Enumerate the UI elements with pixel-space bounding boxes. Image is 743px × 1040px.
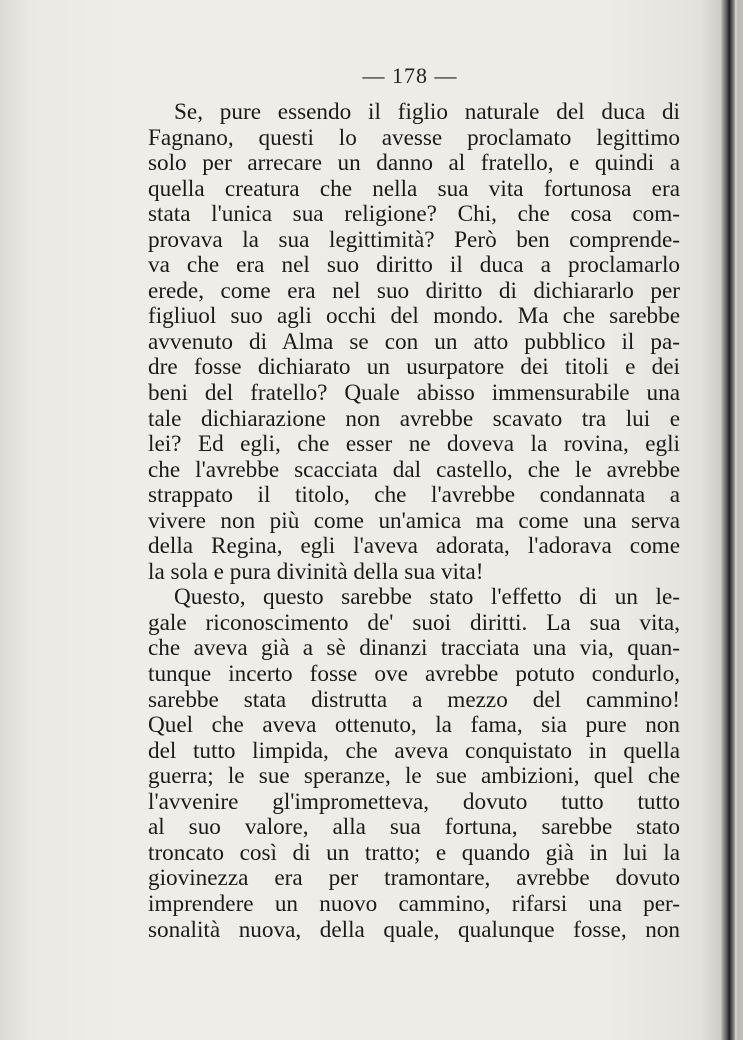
- text-line: al suo valore, alla sua fortuna, sarebbe stato: [148, 814, 680, 841]
- text-line: vivere non più come un'amica ma come una serva: [148, 507, 680, 534]
- text-line: che aveva già a sè dinanzi tracciata una via, quan-: [148, 635, 680, 662]
- text-line: quella creatura che nella sua vita fortunosa era: [148, 175, 680, 202]
- text-line: sarebbe stata distrutta a mezzo del cammino!: [148, 686, 680, 713]
- text-line: che l'avrebbe scacciata dal castello, che le avrebbe: [148, 456, 680, 483]
- text-line: Fagnano, questi lo avesse proclamato legittimo: [148, 124, 680, 151]
- text-line: Se, pure essendo il figlio naturale del duca di: [174, 99, 680, 125]
- text-line: lei? Ed egli, che esser ne doveva la rovina, egli: [148, 431, 680, 458]
- text-line: va che era nel suo diritto il duca a proclamarlo: [148, 252, 680, 279]
- text-line: figliuol suo agli occhi del mondo. Ma che sarebbe: [148, 303, 680, 330]
- page-edge: [737, 0, 743, 1040]
- text-line: tunque incerto fosse ove avrebbe potuto condurlo,: [148, 661, 680, 688]
- text-line: gale riconoscimento de' suoi diritti. La sua vita,: [148, 609, 680, 636]
- text-line: erede, come era nel suo diritto di dichiararlo per: [148, 277, 680, 304]
- text-line: stata l'unica sua religione? Chi, che cosa com-: [148, 201, 680, 228]
- text-line: dre fosse dichiarato un usurpatore dei titoli e dei: [148, 354, 680, 381]
- text-line: giovinezza era per tramontare, avrebbe dovuto: [148, 865, 680, 892]
- text-line: tale dichiarazione non avrebbe scavato tra lui e: [148, 405, 680, 432]
- text-line: troncato così di un tratto; e quando già in lui la: [148, 839, 680, 866]
- text-line: Questo, questo sarebbe stato l'effetto di un le-: [174, 584, 680, 611]
- text-line: l'avvenire gl'imprometteva, dovuto tutto tutto: [148, 788, 680, 815]
- text-line: guerra; le sue speranze, le sue ambizioni, quel che: [148, 763, 680, 790]
- text-line: solo per arrecare un danno al fratello, e quindi a: [148, 150, 680, 177]
- text-line: del tutto limpida, che aveva conquistato in quella: [148, 737, 680, 764]
- book-spine-shadow: [721, 0, 735, 1040]
- text-line: Quel che aveva ottenuto, la fama, sia pure non: [148, 712, 680, 739]
- text-line: provava la sua legittimità? Però ben comprende-: [148, 226, 680, 253]
- page-number: — 178 —: [362, 63, 458, 88]
- text-line: avvenuto di Alma se con un atto pubblico il pa-: [148, 328, 680, 355]
- text-line: strappato il titolo, che l'avrebbe condannata a: [148, 482, 680, 509]
- text-line: la sola e pura divinità della sua vita!: [148, 558, 484, 585]
- text-line: della Regina, egli l'aveva adorata, l'adorava come: [148, 533, 680, 560]
- text-line: beni del fratello? Quale abisso immensurabile una: [148, 380, 680, 407]
- text-line: imprendere un nuovo cammino, rifarsi una per-: [148, 890, 680, 917]
- text-line: sonalità nuova, della quale, qualunque fosse, non: [148, 916, 680, 943]
- body-text: [148, 100, 680, 943]
